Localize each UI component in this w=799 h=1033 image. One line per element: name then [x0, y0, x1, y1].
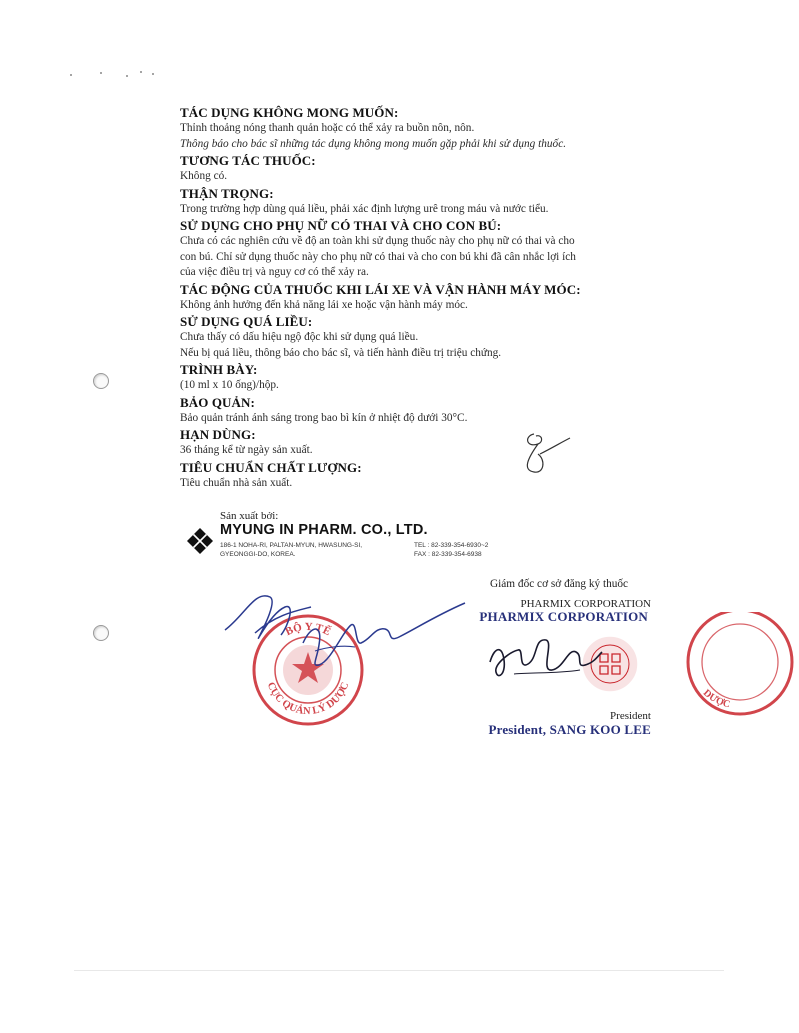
company-name-stamp: PHARMIX CORPORATION: [479, 609, 648, 624]
manufacturer-address: [220, 541, 420, 559]
section-text: Chưa có các nghiên cứu về độ an toàn khi sử dụng thuốc này cho phụ nữ có thai và cho: [180, 235, 575, 247]
section-heading: BẢO QUẢN:: [180, 394, 255, 410]
president-name: President, SANG KOO LEE: [488, 722, 651, 737]
section-heading: TÁC ĐỘNG CỦA THUỐC KHI LÁI XE VÀ VẬN HÀNH MÁY MÓC:: [180, 281, 581, 297]
section-text: 36 tháng kể từ ngày sản xuất.: [180, 444, 313, 456]
section-text: con bú. Chỉ sử dụng thuốc này cho phụ nữ có thai và cho con bú khi đã cân nhắc lợi ích: [180, 250, 576, 263]
section-heading: TIÊU CHUẨN CHẤT LƯỢNG:: [180, 459, 362, 475]
section-text: Chưa thấy có dấu hiệu ngộ độc khi sử dụng quá liều.: [180, 331, 419, 343]
section-text: (10 ml x 10 ống)/hộp.: [180, 379, 279, 391]
manufacturer-intro: Sản xuất bởi:: [220, 510, 279, 522]
section: [180, 313, 640, 361]
punch-hole-upper: [93, 373, 109, 389]
section-heading: TÁC DỤNG KHÔNG MONG MUỐN:: [180, 105, 399, 120]
handwritten-mark: [518, 430, 578, 485]
section-text: Không ảnh hưởng đến khả năng lái xe hoặc vận hành máy móc.: [180, 298, 468, 311]
address-line-2: GYEONGGI-DO, KOREA.: [220, 551, 296, 558]
section: [180, 185, 640, 218]
manufacturer-name: MYUNG IN PHARM. CO., LTD.: [220, 522, 428, 538]
scan-specks: [70, 70, 170, 80]
section-text: Bảo quản tránh ánh sáng trong bao bì kín ở nhiệt độ dưới 30°C.: [180, 411, 468, 424]
section-text: Tiêu chuẩn nhà sản xuất.: [180, 476, 293, 489]
section-heading: TRÌNH BÀY:: [180, 362, 258, 377]
manufacturer-tel: TEL : 82-339-354-6930~2: [414, 542, 489, 549]
left-signature: [215, 585, 475, 690]
manufacturer-contact: [414, 541, 534, 559]
section-heading: THẬN TRỌNG:: [180, 185, 274, 201]
section: [180, 281, 640, 314]
president-signature: [484, 630, 604, 695]
section: [180, 394, 640, 427]
section-text: Thỉnh thoảng nóng thanh quản hoặc có thể xảy ra buồn nôn, nôn.: [180, 122, 475, 134]
section-heading: HẠN DÙNG:: [180, 427, 256, 442]
right-edge-stamp: [680, 612, 799, 727]
company-name-typed: PHARMIX CORPORATION: [520, 598, 651, 610]
stamp-top-text: BỘ Y TẾ: [283, 620, 333, 639]
section-text: Thông báo cho bác sĩ những tác dụng không mong muốn gặp phải khi sử dụng thuốc.: [180, 137, 567, 150]
stamp-bottom-text: CỤC QUẢN LÝ DƯỢC: [264, 680, 352, 718]
section-heading: TƯƠNG TÁC THUỐC:: [180, 153, 316, 168]
section: [180, 217, 640, 281]
manufacturer-logo-icon: [186, 527, 214, 555]
right-stamp-text: DƯỢC: [700, 687, 732, 711]
punch-hole-lower: [93, 625, 109, 641]
section-text: Trong trường hợp dùng quá liều, phải xác định lượng urê trong máu và nước tiểu.: [180, 202, 549, 215]
section: [180, 152, 640, 185]
section: [180, 361, 640, 394]
section-text: Không có.: [180, 170, 228, 182]
section-text: Nếu bị quá liều, thông báo cho bác sĩ, và tiến hành điều trị triệu chứng.: [180, 346, 502, 359]
manufacturer-block: [186, 510, 526, 558]
section-heading: SỬ DỤNG CHO PHỤ NỮ CÓ THAI VÀ CHO CON BÚ:: [180, 218, 502, 233]
section-heading: SỬ DỤNG QUÁ LIỀU:: [180, 314, 313, 329]
section: [180, 104, 640, 152]
president-label: President: [610, 710, 651, 722]
address-line-1: 186-1 NOHA-RI, PALTAN-MYUN, HWASUNG-SI,: [220, 542, 363, 549]
registration-title: Giám đốc cơ sở đăng ký thuốc: [490, 578, 629, 590]
section-text: của việc điều trị và nguy cơ có thể xảy ra.: [180, 266, 369, 278]
manufacturer-fax: FAX : 82-339-354-6938: [414, 551, 482, 558]
page-bottom-line: [74, 970, 724, 971]
